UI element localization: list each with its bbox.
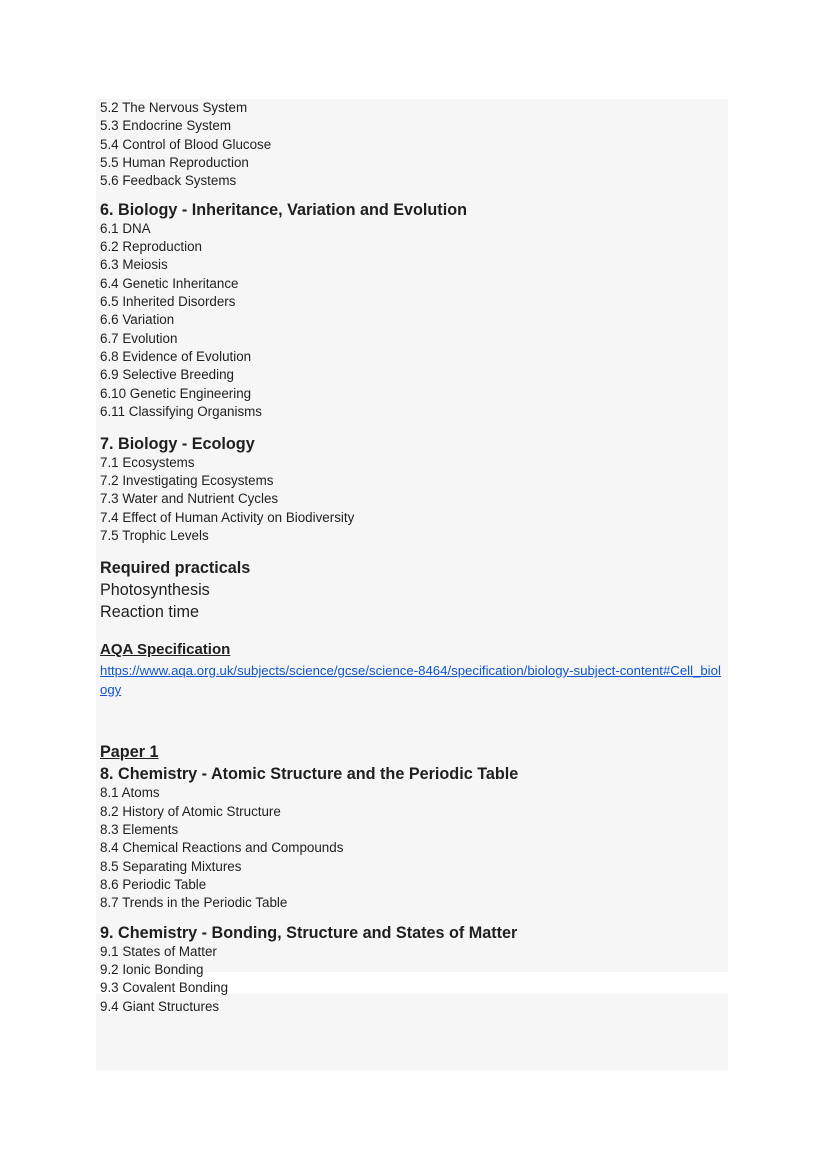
practical-item: Photosynthesis [100, 581, 210, 600]
list-item: 8.2 History of Atomic Structure [100, 803, 281, 819]
document-body [100, 99, 730, 1016]
list-item: 9.1 States of Matter [100, 943, 217, 959]
list-item: 8.5 Separating Mixtures [100, 858, 242, 874]
list-item: 7.1 Ecosystems [100, 454, 195, 470]
list-item: 5.6 Feedback Systems [100, 173, 237, 189]
list-item: 6.7 Evolution [100, 330, 178, 346]
list-item: 8.7 Trends in the Periodic Table [100, 895, 288, 911]
practicals-heading: Required practicals [100, 559, 251, 578]
section-9-list [100, 943, 730, 1016]
list-item: 5.5 Human Reproduction [100, 155, 249, 171]
list-item: 6.1 DNA [100, 220, 151, 236]
list-item: 6.6 Variation [100, 312, 175, 328]
practical-item: Reaction time [100, 603, 199, 622]
list-item: 6.3 Meiosis [100, 257, 168, 273]
list-item: 6.10 Genetic Engineering [100, 385, 252, 401]
list-item: 9.4 Giant Structures [100, 998, 220, 1014]
section-6-list [100, 220, 730, 422]
list-item: 5.3 Endocrine System [100, 118, 231, 134]
spec-heading: AQA Specification [100, 641, 231, 659]
list-item: 8.4 Chemical Reactions and Compounds [100, 840, 344, 856]
list-item: 6.8 Evidence of Evolution [100, 349, 252, 365]
section-8-list [100, 784, 730, 912]
list-item: 8.1 Atoms [100, 785, 160, 801]
section-7-heading: 7. Biology - Ecology [100, 434, 255, 453]
section-5-list [100, 99, 730, 191]
section-9-heading: 9. Chemistry - Bonding, Structure and States of Matter [100, 923, 518, 942]
list-item: 6.4 Genetic Inheritance [100, 275, 239, 291]
list-item: 5.4 Control of Blood Glucose [100, 136, 272, 152]
list-item: 7.5 Trophic Levels [100, 527, 209, 543]
list-item: 7.2 Investigating Ecosystems [100, 472, 274, 488]
list-item: 7.3 Water and Nutrient Cycles [100, 491, 279, 507]
list-item: 6.9 Selective Breeding [100, 367, 234, 383]
list-item: 7.4 Effect of Human Activity on Biodiversity [100, 509, 355, 525]
paper-label: Paper 1 [100, 743, 159, 762]
list-item: 5.2 The Nervous System [100, 100, 248, 115]
section-7-list [100, 454, 730, 546]
list-item: 9.3 Covalent Bonding [100, 980, 229, 996]
list-item: 6.5 Inherited Disorders [100, 294, 236, 310]
list-item: 6.2 Reproduction [100, 239, 202, 255]
list-item: 8.6 Periodic Table [100, 876, 207, 892]
section-6-heading: 6. Biology - Inheritance, Variation and Evolution [100, 200, 467, 219]
section-8-heading: 8. Chemistry - Atomic Structure and the Periodic Table [100, 765, 519, 784]
list-item: 8.3 Elements [100, 821, 179, 837]
spec-link[interactable]: https://www.aqa.org.uk/subjects/science/gcse/science-8464/specification/biology-subject-content#Cell_biology [100, 663, 721, 698]
list-item: 9.2 Ionic Bonding [100, 961, 204, 977]
list-item: 6.11 Classifying Organisms [100, 404, 262, 420]
